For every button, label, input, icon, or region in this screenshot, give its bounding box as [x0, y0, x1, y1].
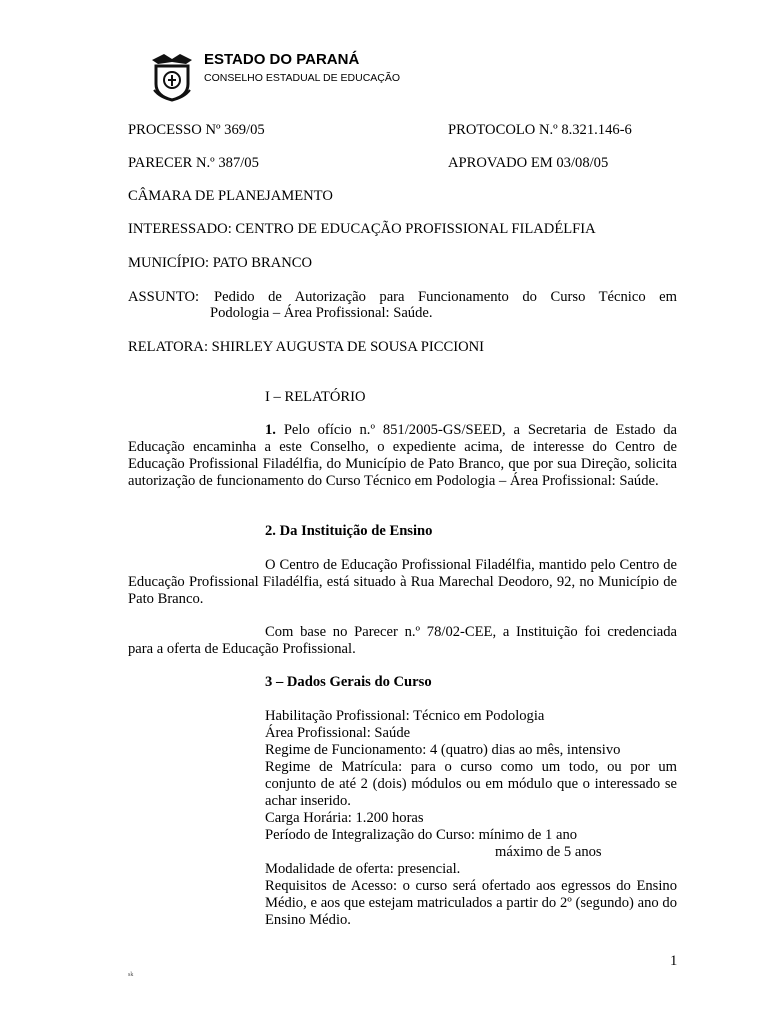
- coat-of-arms-logo: [150, 50, 194, 102]
- assunto-line-1: Pedido de Autorização para Funcionamento do Curso Técnico em: [214, 289, 677, 305]
- municipio: MUNICÍPIO: PATO BRANCO: [128, 255, 313, 271]
- periodo-integralizacao: Período de Integralização do Curso: mínimo de 1 ano: [265, 827, 578, 843]
- interessado: INTERESSADO: CENTRO DE EDUCAÇÃO PROFISSIONAL FILADÉLFIA: [128, 221, 596, 237]
- periodo-maximo: máximo de 5 anos: [495, 844, 602, 860]
- carga-horaria: Carga Horária: 1.200 horas: [265, 810, 424, 826]
- org-subtitle: CONSELHO ESTADUAL DE EDUCAÇÃO: [204, 72, 401, 84]
- relatora: RELATORA: SHIRLEY AUGUSTA DE SOUSA PICCIONI: [128, 339, 485, 355]
- requisitos-acesso: Requisitos de Acesso: o curso será ofertado aos egressos do Ensino Médio, e aos que estejam matriculados a partir do 2º (segundo) ano do Ensino Médio.: [265, 878, 677, 928]
- habilitacao: Habilitação Profissional: Técnico em Podologia: [265, 708, 545, 724]
- heading-dados-gerais: 3 – Dados Gerais do Curso: [265, 674, 432, 690]
- regime-funcionamento: Regime de Funcionamento: 4 (quatro) dias ao mês, intensivo: [265, 742, 621, 758]
- processo-number: PROCESSO Nº 369/05: [128, 122, 265, 138]
- assunto-label: ASSUNTO:: [128, 289, 200, 305]
- footer-initials: sk: [128, 972, 134, 978]
- org-title: ESTADO DO PARANÁ: [204, 51, 360, 68]
- page-number: 1: [670, 953, 678, 969]
- approval-date: APROVADO EM 03/08/05: [448, 155, 609, 171]
- paragraph-1: [128, 422, 677, 490]
- parecer-number: PARECER N.º 387/05: [128, 155, 259, 171]
- paragraph-1-number: 1.: [265, 422, 276, 438]
- paragraph-1-text: Pelo ofício n.º 851/2005-GS/SEED, a Secretaria de Estado da Educação encaminha a este Conselho, o expediente acima, de interesse do Centro de Educação Profissional Filadélfia, do Município de Pato Branco, que por sua Direção, solicita autorização de funcionamento do Curso Técnico em Podologia – Área Profissional: Saúde.: [128, 422, 677, 489]
- modalidade: Modalidade de oferta: presencial.: [265, 861, 461, 877]
- section-title: I – RELATÓRIO: [265, 389, 366, 405]
- protocolo-number: PROTOCOLO N.º 8.321.146-6: [448, 122, 632, 138]
- heading-instituicao: 2. Da Instituição de Ensino: [265, 523, 433, 539]
- paragraph-3: Com base no Parecer n.º 78/02-CEE, a Instituição foi credenciada para a oferta de Educação Profissional.: [128, 624, 677, 657]
- camara: CÂMARA DE PLANEJAMENTO: [128, 188, 333, 204]
- regime-matricula: Regime de Matrícula: para o curso como um todo, ou por um conjunto de até 2 (dois) módulos ou em módulo que o interessado se achar inserido.: [265, 759, 677, 809]
- area-profissional: Área Profissional: Saúde: [265, 725, 411, 741]
- paragraph-2: O Centro de Educação Profissional Filadélfia, mantido pelo Centro de Educação Profissional Filadélfia, está situado à Rua Marechal Deodoro, 92, no Município de Pato Branco.: [128, 557, 677, 607]
- assunto-line-2: Podologia – Área Profissional: Saúde.: [210, 305, 433, 321]
- course-data: [265, 708, 677, 929]
